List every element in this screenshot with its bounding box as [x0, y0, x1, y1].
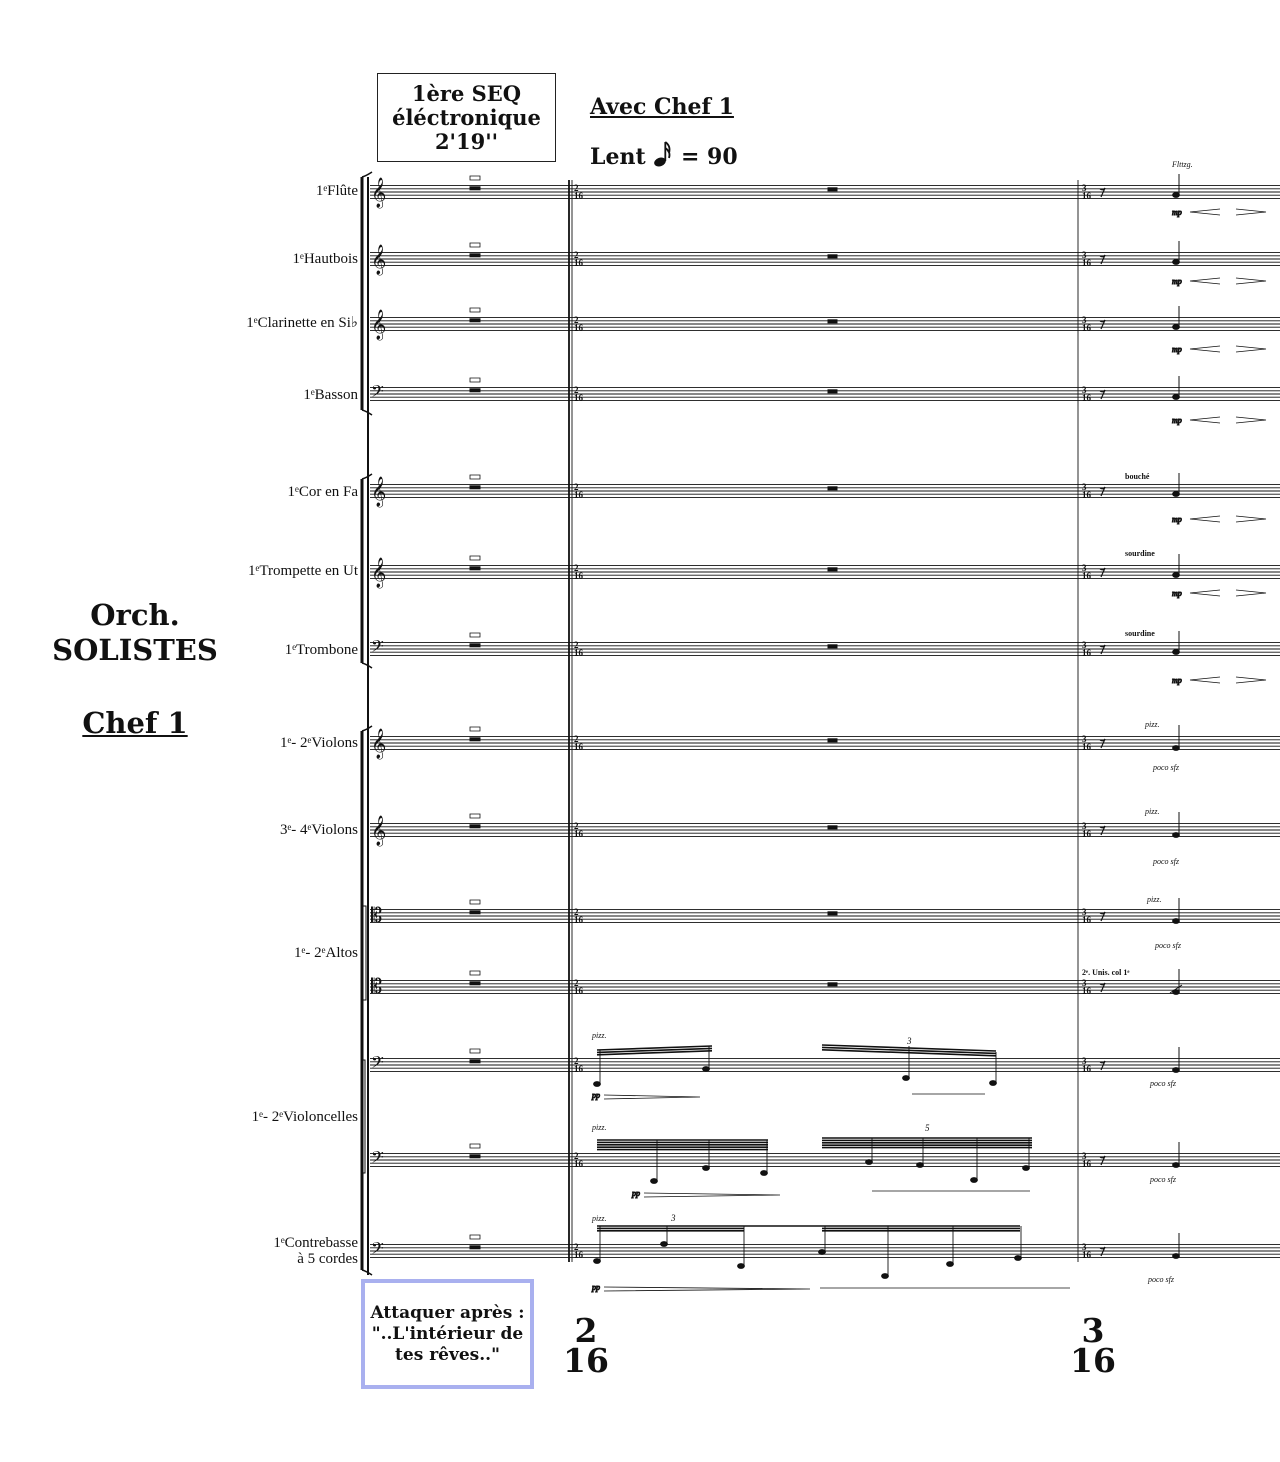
poco-sfz-vln34: poco sfz	[1153, 857, 1179, 866]
time-signature-denominator: 16	[563, 1341, 609, 1380]
staff-time-sig-den: 16	[1082, 490, 1091, 500]
clef-icon: 𝄡	[371, 905, 383, 927]
decrescendo-hairpin	[1236, 516, 1266, 522]
clef-icon: 𝄢	[371, 383, 384, 405]
decrescendo-hairpin	[1236, 346, 1266, 352]
note-head	[1173, 1068, 1180, 1073]
crescendo-hairpin	[1190, 677, 1220, 683]
staff-time-sig-num: 2	[574, 315, 579, 325]
clef-icon: 𝄞	[371, 245, 387, 274]
hairpin	[604, 1287, 810, 1291]
staff-time-sig-num: 3	[1082, 1242, 1087, 1252]
instrument-label-flute: 1ᵉFlûte	[315, 183, 358, 199]
staff-time-sig-den: 16	[1082, 986, 1091, 996]
staff-time-sig-den: 16	[574, 490, 583, 500]
staff-time-sig-num: 2	[574, 1056, 579, 1066]
time-signature-numerator: 3	[1081, 1311, 1105, 1350]
note-head	[738, 1264, 745, 1269]
seq-line-3: 2'19''	[434, 128, 499, 154]
decrescendo-hairpin	[1236, 278, 1266, 284]
fermata-mark	[470, 475, 480, 479]
fermata-mark	[470, 378, 480, 382]
staff-time-sig-num: 3	[1082, 1056, 1087, 1066]
note-head	[761, 1171, 768, 1176]
note-head	[1015, 1256, 1022, 1261]
staff-time-sig-num: 3	[1082, 315, 1087, 325]
dynamic-mp: mp	[1172, 515, 1182, 524]
staff-time-sig-num: 3	[1082, 385, 1087, 395]
staff-time-sig-den: 16	[1082, 191, 1091, 201]
fermata-mark	[470, 556, 480, 560]
staff-time-sig-num: 3	[1082, 978, 1087, 988]
crescendo-hairpin	[1190, 590, 1220, 596]
whole-rest	[470, 825, 480, 828]
time-signature-denominator: 16	[1070, 1341, 1116, 1380]
whole-rest	[470, 1155, 480, 1158]
hairpin	[604, 1095, 700, 1099]
dynamic-pp: pp	[632, 1189, 640, 1198]
staff-time-sig-den: 16	[574, 829, 583, 839]
whole-rest	[470, 1246, 480, 1249]
measure-rest	[828, 826, 837, 829]
staff-time-sig-num: 3	[1082, 640, 1087, 650]
measure-rest	[828, 255, 837, 258]
measure-rest	[828, 645, 837, 648]
note-head	[971, 1178, 978, 1183]
altos-unison-text: 2ᵉ. Unis. col 1ᵉ	[1082, 968, 1130, 977]
whole-rest	[470, 911, 480, 914]
staff-time-sig-den: 16	[574, 571, 583, 581]
whole-rest	[470, 644, 480, 647]
decrescendo-hairpin	[1236, 590, 1266, 596]
note-head	[1173, 193, 1180, 198]
staff-time-sig-den: 16	[574, 1250, 583, 1260]
staff-time-sig-num: 2	[574, 250, 579, 260]
note-head	[594, 1259, 601, 1264]
staff-time-sig-num: 3	[1082, 1151, 1087, 1161]
chef-label: Chef 1	[82, 706, 188, 740]
instrument-label-trombone: 1ᵉTrombone	[284, 642, 358, 658]
eighth-rest	[1100, 1061, 1105, 1070]
pizz-text-altos: pizz.	[1147, 895, 1162, 904]
decrescendo-hairpin	[1236, 417, 1266, 423]
quintuplet-cello2: 5	[925, 1123, 930, 1133]
whole-rest	[470, 738, 480, 741]
orchestra-line-2: SOLISTES	[52, 633, 218, 667]
attack-line-1: Attaquer après :	[370, 1302, 525, 1323]
dynamic-mp: mp	[1172, 589, 1182, 598]
whole-rest	[470, 187, 480, 190]
instrument-label-violas: 1ᵉ- 2ᵉAltos	[294, 945, 358, 961]
staff-time-sig-den: 16	[1082, 258, 1091, 268]
fermata-mark	[470, 1235, 480, 1239]
poco-sfz-altos: poco sfz	[1155, 941, 1181, 950]
dynamic-pp: pp	[592, 1091, 600, 1100]
fermata-mark	[470, 308, 480, 312]
measure-rest	[828, 739, 837, 742]
measure-rest	[828, 188, 837, 191]
clef-icon: 𝄞	[371, 558, 387, 587]
clef-icon: 𝄞	[371, 729, 387, 758]
staff-time-sig-num: 2	[574, 821, 579, 831]
attack-line-3: tes rêves.."	[395, 1344, 500, 1365]
note-head	[661, 1242, 668, 1247]
dynamic-mp: mp	[1172, 676, 1182, 685]
bouche-text: bouché	[1125, 472, 1150, 481]
staff-time-sig-num: 2	[574, 907, 579, 917]
clef-icon: 𝄞	[371, 816, 387, 845]
staff-time-sig-den: 16	[574, 258, 583, 268]
note-head	[1173, 1163, 1180, 1168]
staff-time-sig-den: 16	[1082, 571, 1091, 581]
measure-rest	[828, 568, 837, 571]
staff-time-sig-den: 16	[1082, 323, 1091, 333]
fermata-mark	[470, 971, 480, 975]
clef-icon: 𝄢	[371, 638, 384, 660]
decrescendo-hairpin	[1236, 677, 1266, 683]
staff-time-sig-num: 2	[574, 385, 579, 395]
note-head	[903, 1076, 910, 1081]
crescendo-hairpin	[1190, 417, 1220, 423]
attack-cue-box	[361, 1279, 534, 1389]
staff-time-sig-num: 2	[574, 734, 579, 744]
instrument-label-double-bass-2: à 5 cordes	[297, 1251, 358, 1267]
pizz-text-cello2: pizz.	[592, 1123, 607, 1132]
staff-time-sig-den: 16	[574, 1064, 583, 1074]
fermata-mark	[470, 176, 480, 180]
time-signature-2-16	[556, 1311, 616, 1380]
staff-time-sig-num: 2	[574, 640, 579, 650]
pizz-text-vln34: pizz.	[1145, 807, 1160, 816]
instrument-label-oboe: 1ᵉHautbois	[292, 251, 358, 267]
measure-rest	[828, 320, 837, 323]
note-head	[1023, 1166, 1030, 1171]
staff-time-sig-den: 16	[574, 191, 583, 201]
instrument-label-double-bass: 1ᵉContrebasse	[273, 1235, 358, 1251]
instrument-label-violins-3-4: 3ᵉ- 4ᵉViolons	[279, 822, 358, 838]
fermata-mark	[470, 1144, 480, 1148]
fermata-mark	[470, 727, 480, 731]
fermata-mark	[470, 633, 480, 637]
instrument-label-bassoon: 1ᵉBasson	[303, 387, 358, 403]
dynamic-mp: mp	[1172, 345, 1182, 354]
staff-time-sig-den: 16	[1082, 393, 1091, 403]
note-head	[1173, 325, 1180, 330]
note-head	[651, 1179, 658, 1184]
note-head	[882, 1274, 889, 1279]
whole-rest	[470, 254, 480, 257]
sourdine-text-trombone: sourdine	[1125, 629, 1155, 638]
whole-rest	[470, 567, 480, 570]
time-signature-numerator: 2	[574, 1311, 598, 1350]
orchestra-line-1: Orch.	[90, 598, 180, 632]
clef-icon: 𝄡	[371, 976, 383, 998]
fermata-mark	[470, 814, 480, 818]
crescendo-hairpin	[1190, 346, 1220, 352]
staff-time-sig-den: 16	[1082, 648, 1091, 658]
triplet-bass: 3	[671, 1213, 676, 1223]
hairpin	[644, 1193, 780, 1197]
note-head	[1173, 573, 1180, 578]
barlines	[569, 180, 1078, 1262]
whole-rest	[470, 389, 480, 392]
note-head	[947, 1262, 954, 1267]
instrument-label-violins-1-2: 1ᵉ- 2ᵉViolons	[279, 735, 358, 751]
staff-time-sig-num: 3	[1082, 482, 1087, 492]
note-head	[1173, 746, 1180, 751]
poco-sfz-bass: poco sfz	[1148, 1275, 1174, 1284]
clef-icon: 𝄢	[371, 1054, 384, 1076]
note-head	[1173, 650, 1180, 655]
whole-rest	[470, 486, 480, 489]
clef-icon: 𝄞	[371, 178, 387, 207]
staff-time-sig-num: 2	[574, 1242, 579, 1252]
poco-sfz-cello1: poco sfz	[1150, 1079, 1176, 1088]
clef-icon: 𝄞	[371, 310, 387, 339]
fermata-mark	[470, 243, 480, 247]
eighth-rest	[1100, 1247, 1105, 1256]
staff-time-sig-den: 16	[574, 393, 583, 403]
poco-sfz-cello2: poco sfz	[1150, 1175, 1176, 1184]
staff-time-sig-den: 16	[574, 323, 583, 333]
measure-rest	[828, 390, 837, 393]
clef-icon: 𝄢	[371, 1240, 384, 1262]
note-head	[703, 1067, 710, 1072]
whole-rest	[470, 1060, 480, 1063]
staff-time-signatures	[574, 183, 1092, 1260]
triplet-cello1: 3	[907, 1036, 912, 1046]
staff-time-sig-num: 3	[1082, 907, 1087, 917]
note-head	[1173, 833, 1180, 838]
staff-time-sig-num: 3	[1082, 250, 1087, 260]
sourdine-text-trumpet: sourdine	[1125, 549, 1155, 558]
eighth-rest	[1100, 1156, 1105, 1165]
note-head	[866, 1160, 873, 1165]
clefs	[371, 177, 386, 1262]
note-head	[1173, 395, 1180, 400]
staff-time-sig-num: 2	[574, 563, 579, 573]
instrument-label-horn: 1ᵉCor en Fa	[287, 484, 358, 500]
conductor-heading: Avec Chef 1	[590, 94, 734, 120]
note-head	[1173, 260, 1180, 265]
staff-time-sig-den: 16	[1082, 1064, 1091, 1074]
crescendo-hairpin	[1190, 278, 1220, 284]
clef-icon: 𝄞	[371, 477, 387, 506]
fermata-mark	[470, 900, 480, 904]
measure-rest	[828, 983, 837, 986]
dynamic-mp: mp	[1172, 277, 1182, 286]
staff-time-sig-num: 3	[1082, 183, 1087, 193]
note-head	[1173, 492, 1180, 497]
dynamic-pp: pp	[592, 1283, 600, 1292]
staff-time-sig-num: 2	[574, 1151, 579, 1161]
crescendo-hairpin	[1190, 209, 1220, 215]
pizz-text-vln12: pizz.	[1145, 720, 1160, 729]
note-head	[594, 1082, 601, 1087]
note-head	[819, 1250, 826, 1255]
attack-line-2: "..L'intérieur de	[371, 1323, 524, 1344]
staff-time-sig-den: 16	[1082, 1250, 1091, 1260]
staff-time-sig-den: 16	[574, 648, 583, 658]
staff-time-sig-num: 2	[574, 183, 579, 193]
note-head	[990, 1081, 997, 1086]
staff-time-sig-den: 16	[574, 742, 583, 752]
poco-sfz-vln12: poco sfz	[1153, 763, 1179, 772]
staff-time-sig-den: 16	[1082, 1159, 1091, 1169]
crescendo-hairpin	[1190, 516, 1220, 522]
seq-line-1: 1ère SEQ	[411, 80, 522, 106]
staff-lines	[370, 186, 1280, 1258]
staff-time-sig-num: 2	[574, 978, 579, 988]
measure-rest	[828, 487, 837, 490]
instrument-label-cellos: 1ᵉ- 2ᵉVioloncelles	[251, 1109, 358, 1125]
instrument-label-trumpet: 1ᵉTrompette en Ut	[248, 563, 358, 579]
note-head	[917, 1163, 924, 1168]
notation-marks	[470, 174, 1266, 1292]
note-head	[703, 1166, 710, 1171]
fermata-mark	[470, 1049, 480, 1053]
instrument-label-clarinet: 1ᵉClarinette en Si♭	[246, 315, 358, 331]
whole-rest	[470, 982, 480, 985]
dynamic-mp: mp	[1172, 416, 1182, 425]
pizz-text-bass: pizz.	[592, 1214, 607, 1223]
staff-time-sig-den: 16	[1082, 742, 1091, 752]
seq-line-2: éléctronique	[392, 104, 541, 130]
staff-time-sig-den: 16	[1082, 915, 1091, 925]
tempo-word: Lent	[590, 144, 646, 170]
note-head	[1173, 1254, 1180, 1259]
flatterzunge-text: Flttzg.	[1172, 160, 1193, 169]
clef-icon: 𝄢	[371, 1149, 384, 1171]
note-head	[1173, 919, 1180, 924]
time-signature-3-16	[1063, 1311, 1123, 1380]
decrescendo-hairpin	[1236, 209, 1266, 215]
staff-time-sig-den: 16	[574, 986, 583, 996]
staff-time-sig-num: 3	[1082, 821, 1087, 831]
pizz-text-cello1: pizz.	[592, 1031, 607, 1040]
dynamic-mp: mp	[1172, 208, 1182, 217]
tempo-value: = 90	[680, 144, 738, 170]
staff-time-sig-num: 2	[574, 482, 579, 492]
whole-rest	[470, 319, 480, 322]
staff-time-sig-den: 16	[1082, 829, 1091, 839]
staff-time-sig-num: 3	[1082, 563, 1087, 573]
staff-time-sig-den: 16	[574, 915, 583, 925]
measure-rest	[828, 912, 837, 915]
staff-time-sig-num: 3	[1082, 734, 1087, 744]
staff-time-sig-den: 16	[574, 1159, 583, 1169]
